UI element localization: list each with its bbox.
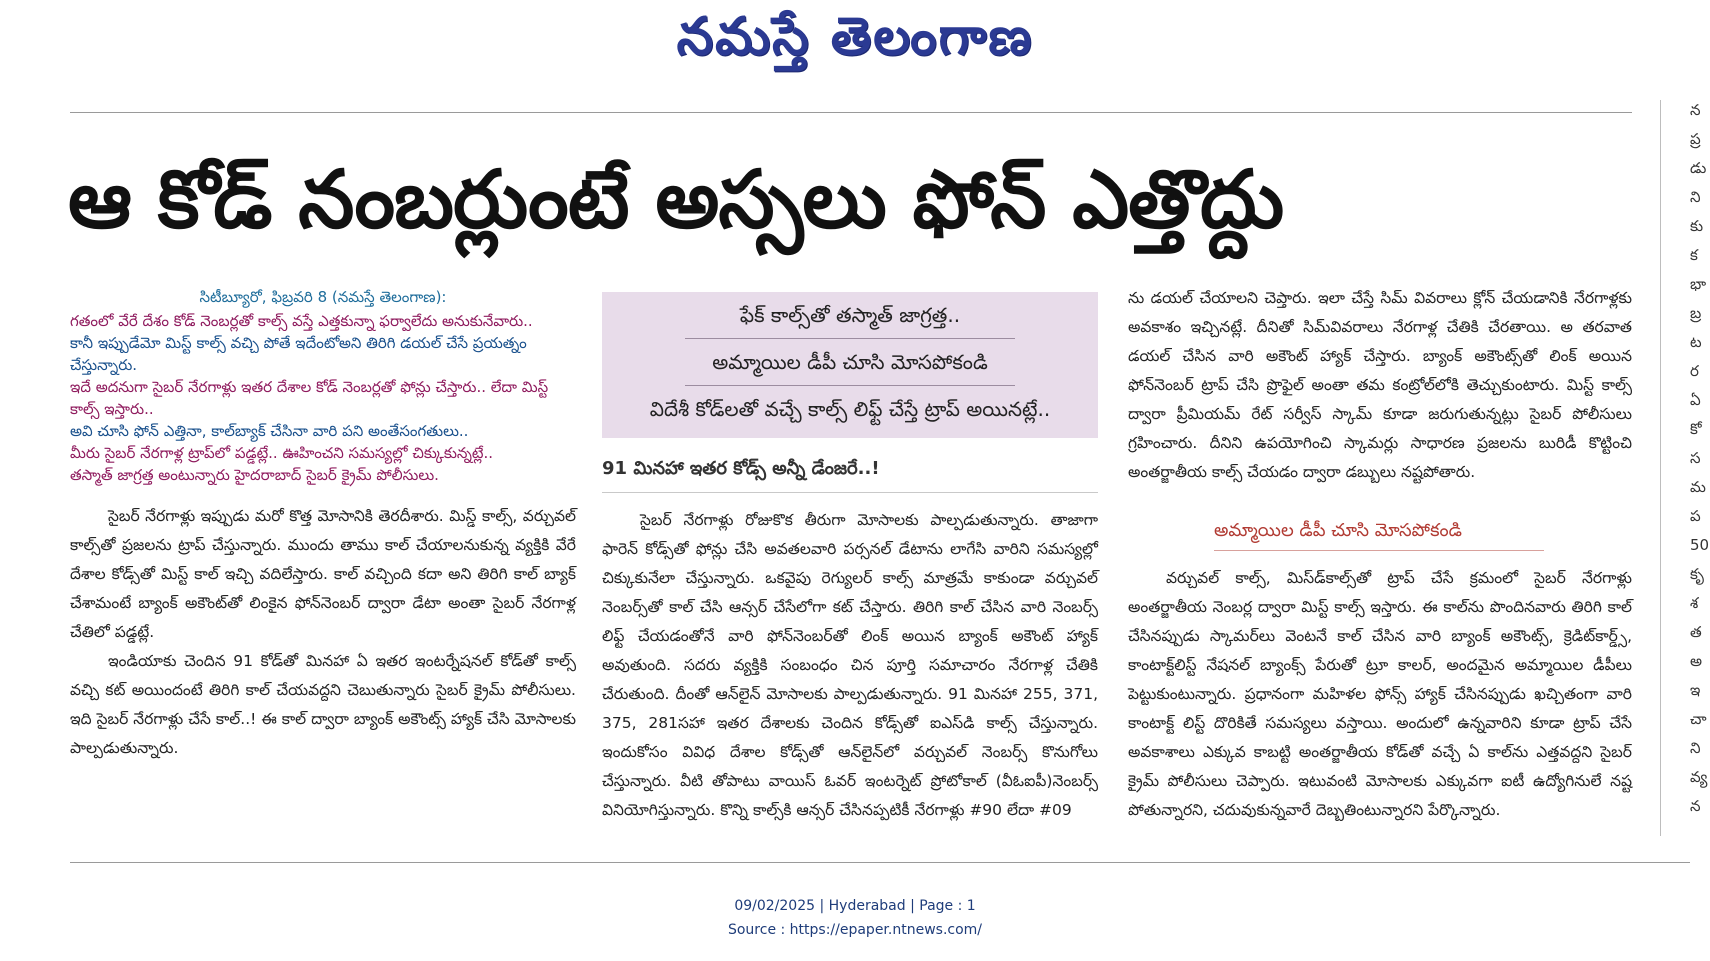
margin-fragment: న: [1690, 797, 1701, 815]
margin-fragment: చా: [1690, 710, 1707, 728]
margin-fragment: స: [1690, 449, 1701, 467]
right-margin-divider: [1660, 100, 1661, 836]
margin-fragment: ని: [1690, 188, 1701, 206]
margin-fragment: అ: [1690, 652, 1703, 670]
margin-fragment: ఇ: [1690, 681, 1701, 699]
margin-fragment: ప్ర: [1690, 130, 1701, 148]
middle-subhead: 91 మినహా ఇతర కోడ్స్ అన్నీ డేంజరే..!: [602, 458, 880, 479]
callout-line-1: ఫేక్ కాల్స్‌తో తస్మాత్ జాగ్రత్త..: [739, 303, 961, 327]
highlight-1: గతంలో వేరే దేశం కోడ్ నెంబర్లతో కాల్స్ వస్తే ఎత్తకున్నా ఫర్వాలేదు అనుకునేవారు..: [70, 312, 533, 330]
margin-fragment: ర: [1690, 362, 1699, 380]
top-divider: [70, 112, 1632, 113]
margin-fragment: శ: [1690, 594, 1699, 612]
callout-box: [602, 292, 1098, 438]
margin-fragment: ని: [1690, 739, 1701, 757]
margin-fragment: కు: [1690, 217, 1704, 235]
right-subhead-underline: [1214, 550, 1544, 551]
dateline: సిటీబ్యూరో, ఫిబ్రవరి 8 (నమస్తే తెలంగాణ):: [199, 288, 447, 306]
margin-fragment: 50: [1690, 536, 1710, 554]
middle-column: [602, 506, 1098, 825]
margin-fragment: క: [1690, 246, 1698, 264]
footer-edition-info: 09/02/2025 | Hyderabad | Page : 1: [734, 898, 976, 914]
margin-fragment: మ: [1690, 478, 1706, 496]
margin-fragment: డు: [1690, 159, 1707, 177]
margin-fragment: కృ: [1690, 565, 1704, 583]
callout-line-2: అమ్మాయిల డీపీ చూసి మోసపోకండి: [712, 350, 988, 374]
right-subhead: అమ్మాయిల డీపీ చూసి మోసపోకండి: [1214, 520, 1462, 541]
middle-body-paragraph: సైబర్ నేరగాళ్లు రోజుకొక తీరుగా మోసాలకు పాల్పడుతున్నారు. తాజాగా ఫారెన్ కోడ్స్‌తో ఫోన్లు చేసి అవతలవారి పర్సనల్ డేటాను లాగేసి వారిని సమస్యల్లో చిక్కుకునేలా చేస్తున్నారు. ఒకవైపు రెగ్యులర్ కాల్స్ మాత్రమే కాకుండా వర్చువల్ నెంబర్స్‌తో కాల్ చేసి ఆన్సర్ చేసేలోగా కట్ చేస్తారు. తిరిగి కాల్ చేసిన వారి నెంబర్స్ లిఫ్ట్ చేయడంతోనే వారి ఫోన్‌నెంబర్‌తో లింక్ అయిన బ్యాంక్ అకౌంట్ హ్యాక్ అవుతుంది. సదరు వ్యక్తికి సంబంధం చిన పూర్తి సమాచారం నేరగాళ్ల చేతికి చేరుతుంది. దీంతో ఆన్‌లైన్ మోసాలకు పాల్పడుతున్నారు. 91 మినహా 255, 371, 375, 281సహా ఇతర దేశాలకు చెందిన కోడ్స్‌తో ఐఎస్‌డి కాల్స్ చేస్తున్నారు. ఇందుకోసం వివిధ దేశాల కోడ్స్‌తో ఆన్‌లైన్‌లో వర్చువల్ నెంబర్స్ కొనుగోలు చేస్తున్నారు. వీటి తోపాటు వాయిస్ ఓవర్ ఇంటర్నెట్ ప్రోటోకాల్ (వీఓఐపీ)నెంబర్స్ వినియోగిస్తున్నారు. కొన్ని కాల్స్‌కి ఆన్సర్ చేసినప్పటికీ నేరగాళ్లు #90 లేదా #09: [602, 511, 1098, 819]
right-body-paragraph-2: వర్చువల్ కాల్స్, మిస్‌డ్‌కాల్స్‌తో ట్రాప్ చేసే క్రమంలో సైబర్ నేరగాళ్లు అంతర్జాతీయ నెంబర్ల ద్వారా మిస్ట్ కాల్స్ ఇస్తారు. ఈ కాల్‌ను పొందినవారు తిరిగి కాల్ చేసినప్పుడు స్కామర్‌లు వెంటనే కాల్ చేసిన వారి బ్యాంక్ అకౌంట్స్, క్రెడిట్‌కార్డ్స్, కాంటాక్ట్‌లిస్ట్ నేషనల్ బ్యాంక్స్ పేరుతో ట్రూ కాలర్, అందమైన అమ్మాయిల డీపీలు పెట్టుకుంటున్నారు. ప్రధానంగా మహిళల ఫోన్స్ హ్యాక్ చేసినప్పుడు ఖచ్చితంగా వారి కాంటాక్ట్ లిస్ట్ దొరికితే సమస్యలు వస్తాయి. అందులో ఉన్నవారిని కూడా ట్రాప్ చేసే అవకాశాలు ఎక్కువ కాబట్టి అంతర్జాతీయ కోడ్‌తో వచ్చే ఏ కాల్‌ను ఎత్తవద్దని సైబర్ క్రైమ్ పోలీసులు చెప్పారు. ఇటువంటి మోసాలకు ఎక్కువగా ఐటీ ఉద్యోగినులే నష్ట పోతున్నారని, చదువుకున్నవారే దెబ్బతింటున్నారని పేర్కొన్నారు.: [1128, 569, 1632, 819]
subhead-underline: [602, 492, 1098, 493]
newspaper-masthead: నమస్తే తెలంగాణ: [676, 6, 1034, 67]
left-column: [70, 284, 576, 763]
highlight-4: అవి చూసి ఫోన్ ఎత్తినా, కాల్‌బ్యాక్ చేసినా వారి పని అంతేసంగతులు..: [70, 422, 469, 440]
margin-fragment: న: [1690, 101, 1701, 119]
left-body-paragraph-2: ఇండియాకు చెందిన 91 కోడ్‌తో మినహా ఏ ఇతర ఇంటర్నేషనల్ కోడ్‌తో కాల్స్ వచ్చి కట్ అయిందంటే తిరిగి కాల్ చేయవద్దని చెబుతున్నారు సైబర్ క్రైమ్ పోలీసులు. ఇది సైబర్ నేరగాళ్లు చేసే కాల్..! ఈ కాల్ ద్వారా బ్యాంక్ అకౌంట్స్ హ్యాక్ చేసి మోసాలకు పాల్పడుతున్నారు.: [70, 652, 576, 757]
highlight-2: కానీ ఇప్పుడేమో మిస్ట్ కాల్స్ వచ్చి పోతే ఇదేంటోఅని తిరిగి డయల్ చేసే ప్రయత్నం చేస్తున్నారు.: [70, 334, 527, 374]
highlight-3: ఇదే అదనుగా సైబర్ నేరగాళ్లు ఇతర దేశాల కోడ్ నెంబర్లతో ఫోన్లు చేస్తారు.. లేదా మిస్ట్ కాల్స్ ఇస్తారు..: [70, 378, 549, 418]
adjacent-article-fragment: [1690, 96, 1710, 821]
margin-fragment: త: [1690, 623, 1702, 641]
right-column-top: [1128, 284, 1632, 487]
margin-fragment: ఏ: [1690, 391, 1701, 409]
margin-fragment: భా: [1690, 275, 1707, 293]
right-body-paragraph-1: ను డయల్ చేయాలని చెప్తారు. ఇలా చేస్తే సిమ్ వివరాలు క్లోన్ చేయడానికి నేరగాళ్లకు అవకాశం ఇచ్చినట్లే. దీనితో సిమ్‌వివరాలు నేరగాళ్ల చేతికి చేరతాయి. అ తరవాత డయల్ చేసిన వారి అకౌంట్ హ్యాక్ చేస్తారు. బ్యాంక్ అకౌంట్స్‌తో లింక్ అయిన ఫోన్‌నెంబర్ ట్రాప్ చేసి ప్రొఫైల్ అంతా తమ కంట్రోల్‌లోకి తెచ్చుకుంటారు. మిస్ట్ కాల్స్ ద్వారా ప్రీమియమ్ రేట్ సర్వీస్ స్కామ్ కూడా జరుగుతున్నట్లు సైబర్ పోలీసులు గ్రహించారు. దీనిని ఉపయోగించి స్కామర్లు సాధారణ ప్రజలను బురిడీ కొట్టించి అంతర్జాతీయ కాల్స్ చేయడం ద్వారా డబ్బులు నష్టపోతారు.: [1128, 289, 1632, 481]
margin-fragment: వ్య: [1690, 768, 1708, 786]
callout-line-3: విదేశీ కోడ్‌లతో వచ్చే కాల్స్ లిఫ్ట్ చేస్తే ట్రాప్ అయినట్లే..: [649, 397, 1051, 421]
headline: ఆ కోడ్ నంబర్లుంటే అస్సలు ఫోన్ ఎత్తొద్దు: [68, 153, 1284, 246]
right-column-bottom: [1128, 564, 1632, 825]
margin-fragment: ప: [1690, 507, 1701, 525]
highlight-6: తస్మాత్ జాగ్రత్త అంటున్నారు హైదరాబాద్ సైబర్ క్రైమ్ పోలీసులు.: [70, 466, 439, 484]
footer-source-link[interactable]: Source : https://epaper.ntnews.com/: [727, 922, 983, 938]
highlight-5: మీరు సైబర్ నేరగాళ్ల ట్రాప్‌లో పడ్డట్లే.. ఊహించని సమస్యల్లో చిక్కుకున్నట్లే..: [70, 444, 494, 462]
margin-fragment: ట: [1690, 333, 1702, 351]
margin-fragment: కో: [1690, 420, 1702, 438]
left-body-paragraph-1: సైబర్ నేరగాళ్లు ఇప్పుడు మరో కొత్త మోసానికి తెరదీశారు. మిస్డ్ కాల్స్, వర్చువల్ కాల్స్‌తో ప్రజలను ట్రాప్ చేస్తున్నారు. ముందు తాము కాల్ చేయాలనుకున్న వ్యక్తికి వేరే దేశాల కోడ్స్‌తో మిస్ట్ కాల్ ఇచ్చి వదిలేస్తారు. కాల్ వచ్చింది కదా అని తిరిగి కాల్ బ్యాక్ చేశామంటే బ్యాంక్ అకౌంట్‌తో లింకైన ఫోన్‌నెంబర్ ద్వారా డేటా అంతా సైబర్ నేరగాళ్ల చేతిలో పడ్డట్లే.: [70, 507, 576, 641]
bottom-divider: [70, 862, 1690, 863]
margin-fragment: బ్ర: [1690, 304, 1702, 322]
